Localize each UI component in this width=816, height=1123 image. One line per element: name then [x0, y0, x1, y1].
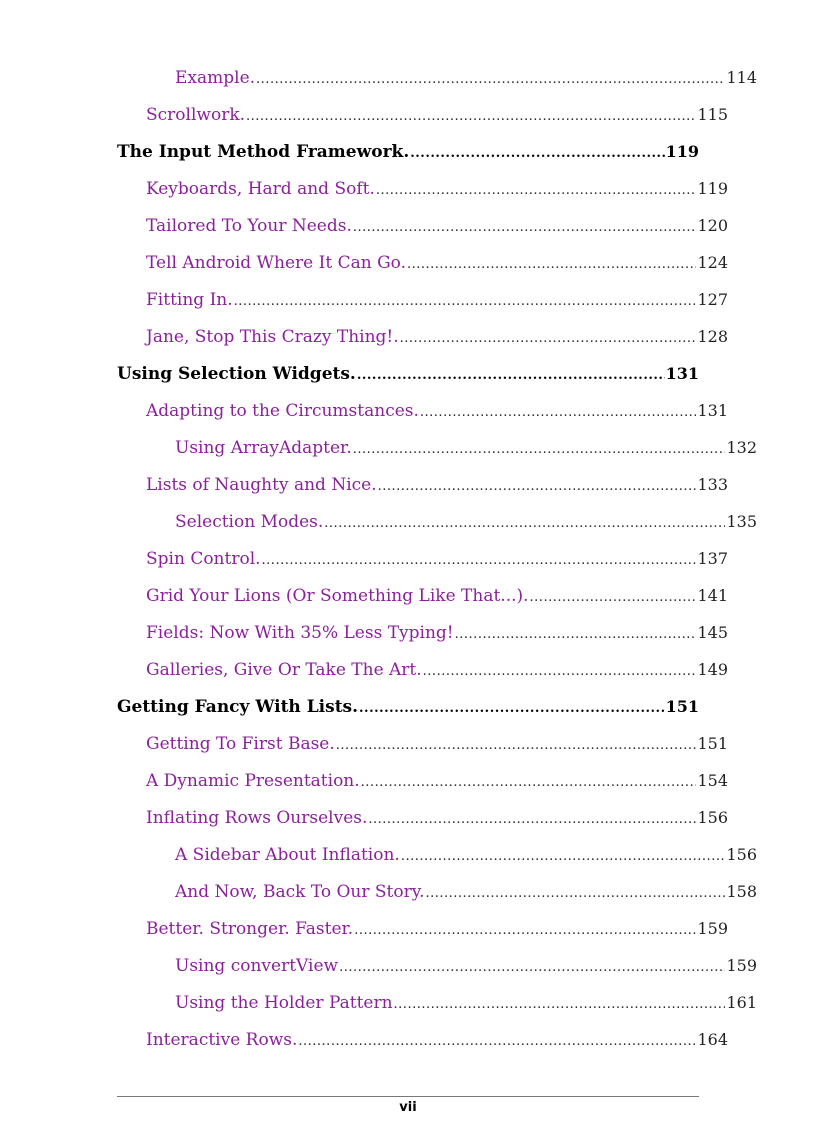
- toc-entry-title[interactable]: Tailored To Your Needs.: [146, 216, 352, 236]
- toc-entry-page: 161: [726, 993, 757, 1012]
- toc-entry-page: 159: [697, 919, 728, 938]
- toc-entry-page: 128: [697, 327, 728, 346]
- toc-entry-title[interactable]: Using convertView: [175, 956, 339, 976]
- toc-entry-title[interactable]: Adapting to the Circumstances.: [146, 401, 419, 421]
- toc-entry-title[interactable]: A Dynamic Presentation.: [146, 771, 360, 791]
- toc-entry[interactable]: [117, 467, 728, 504]
- toc-entry-title[interactable]: Grid Your Lions (Or Something Like That...).: [146, 586, 529, 606]
- table-of-contents: [117, 60, 757, 1059]
- toc-entry-title[interactable]: Jane, Stop This Crazy Thing!.: [146, 327, 399, 347]
- toc-entry[interactable]: [117, 541, 728, 578]
- dot-leader: [455, 627, 697, 642]
- dot-leader: [376, 183, 697, 198]
- toc-entry-page: 114: [726, 68, 757, 87]
- toc-entry[interactable]: [117, 208, 728, 245]
- toc-entry-title[interactable]: Keyboards, Hard and Soft.: [146, 179, 375, 199]
- toc-entry[interactable]: [117, 430, 757, 467]
- toc-entry: [117, 134, 699, 171]
- dot-leader: [298, 1034, 696, 1049]
- toc-entry[interactable]: [117, 97, 728, 134]
- toc-entry[interactable]: [117, 319, 728, 356]
- toc-entry-title[interactable]: And Now, Back To Our Story.: [175, 882, 425, 902]
- toc-entry-page: 120: [697, 216, 728, 235]
- toc-entry[interactable]: [117, 504, 757, 541]
- dot-leader: [420, 405, 697, 420]
- dot-leader: [378, 479, 697, 494]
- toc-entry-title: The Input Method Framework.: [117, 142, 410, 162]
- toc-entry-title[interactable]: Fitting In.: [146, 290, 233, 310]
- toc-entry-title[interactable]: Interactive Rows.: [146, 1030, 298, 1050]
- toc-entry[interactable]: [117, 60, 757, 97]
- dot-leader: [262, 553, 697, 568]
- page-number: vii: [399, 1100, 417, 1115]
- dot-leader: [530, 590, 697, 605]
- toc-entry-page: 158: [726, 882, 757, 901]
- toc-entry-page: 132: [726, 438, 757, 457]
- toc-entry-page: 133: [697, 475, 728, 494]
- toc-entry-page: 119: [665, 142, 699, 161]
- toc-entry[interactable]: [117, 763, 728, 800]
- dot-leader: [339, 960, 725, 975]
- toc-entry[interactable]: [117, 652, 728, 689]
- dot-leader: [256, 72, 725, 87]
- toc-entry-title[interactable]: Spin Control.: [146, 549, 261, 569]
- dot-leader: [324, 516, 725, 531]
- toc-entry-page: 151: [697, 734, 728, 753]
- dot-leader: [336, 738, 697, 753]
- footer-rule: [117, 1096, 699, 1097]
- dot-leader: [353, 442, 726, 457]
- toc-entry-page: 151: [665, 697, 699, 716]
- toc-entry[interactable]: [117, 578, 728, 615]
- toc-entry-page: 119: [697, 179, 728, 198]
- toc-entry-page: 154: [697, 771, 728, 790]
- dot-leader: [368, 812, 696, 827]
- toc-entry[interactable]: [117, 615, 728, 652]
- dot-leader: [423, 664, 697, 679]
- toc-entry-title: Getting Fancy With Lists.: [117, 697, 359, 717]
- toc-entry-title[interactable]: Inflating Rows Ourselves.: [146, 808, 368, 828]
- toc-entry-title[interactable]: Example.: [175, 68, 256, 88]
- toc-entry-page: 137: [697, 549, 728, 568]
- toc-entry-page: 124: [697, 253, 728, 272]
- toc-entry-page: 159: [726, 956, 757, 975]
- dot-leader: [407, 257, 696, 272]
- toc-entry[interactable]: [117, 171, 728, 208]
- toc-entry-page: 127: [697, 290, 728, 309]
- dot-leader: [401, 849, 726, 864]
- toc-entry-page: 115: [697, 105, 728, 124]
- toc-entry-title[interactable]: Better. Stronger. Faster.: [146, 919, 354, 939]
- toc-entry-page: 164: [697, 1030, 728, 1049]
- dot-leader: [354, 923, 696, 938]
- toc-entry-title[interactable]: Galleries, Give Or Take The Art.: [146, 660, 422, 680]
- dot-leader: [353, 220, 697, 235]
- toc-entry[interactable]: [117, 800, 728, 837]
- toc-entry[interactable]: [117, 911, 728, 948]
- toc-entry: [117, 689, 699, 726]
- dot-leader: [410, 146, 664, 161]
- dot-leader: [400, 331, 697, 346]
- toc-entry[interactable]: [117, 1022, 728, 1059]
- toc-entry[interactable]: [117, 726, 728, 763]
- toc-entry-title[interactable]: Using the Holder Pattern: [175, 993, 393, 1013]
- toc-entry-title[interactable]: Tell Android Where It Can Go.: [146, 253, 406, 273]
- toc-entry[interactable]: [117, 948, 757, 985]
- toc-entry-page: 131: [665, 364, 699, 383]
- dot-leader: [359, 701, 665, 716]
- toc-entry-page: 141: [697, 586, 728, 605]
- dot-leader: [246, 109, 696, 124]
- dot-leader: [234, 294, 697, 309]
- toc-entry-page: 149: [697, 660, 728, 679]
- toc-entry-page: 145: [697, 623, 728, 642]
- toc-entry-page: 156: [697, 808, 728, 827]
- toc-entry[interactable]: [117, 874, 757, 911]
- toc-entry-title[interactable]: Scrollwork.: [146, 105, 246, 125]
- dot-leader: [361, 775, 697, 790]
- toc-entry-title: Using Selection Widgets.: [117, 364, 356, 384]
- dot-leader: [425, 886, 725, 901]
- toc-entry[interactable]: [117, 282, 728, 319]
- toc-entry-title[interactable]: Fields: Now With 35% Less Typing!: [146, 623, 454, 643]
- dot-leader: [394, 997, 726, 1012]
- toc-entry-title[interactable]: A Sidebar About Inflation.: [175, 845, 400, 865]
- toc-entry-title[interactable]: Using ArrayAdapter.: [175, 438, 352, 458]
- toc-entry-page: 156: [726, 845, 757, 864]
- toc-entry-title[interactable]: Getting To First Base.: [146, 734, 335, 754]
- toc-entry-page: 131: [697, 401, 728, 420]
- toc-entry[interactable]: [117, 245, 728, 282]
- toc-entry: [117, 356, 699, 393]
- toc-entry[interactable]: [117, 393, 728, 430]
- toc-entry-title[interactable]: Selection Modes.: [175, 512, 324, 532]
- toc-entry[interactable]: [117, 985, 757, 1022]
- toc-entry-title[interactable]: Lists of Naughty and Nice.: [146, 475, 377, 495]
- dot-leader: [357, 368, 665, 383]
- toc-entry-page: 135: [726, 512, 757, 531]
- toc-entry[interactable]: [117, 837, 757, 874]
